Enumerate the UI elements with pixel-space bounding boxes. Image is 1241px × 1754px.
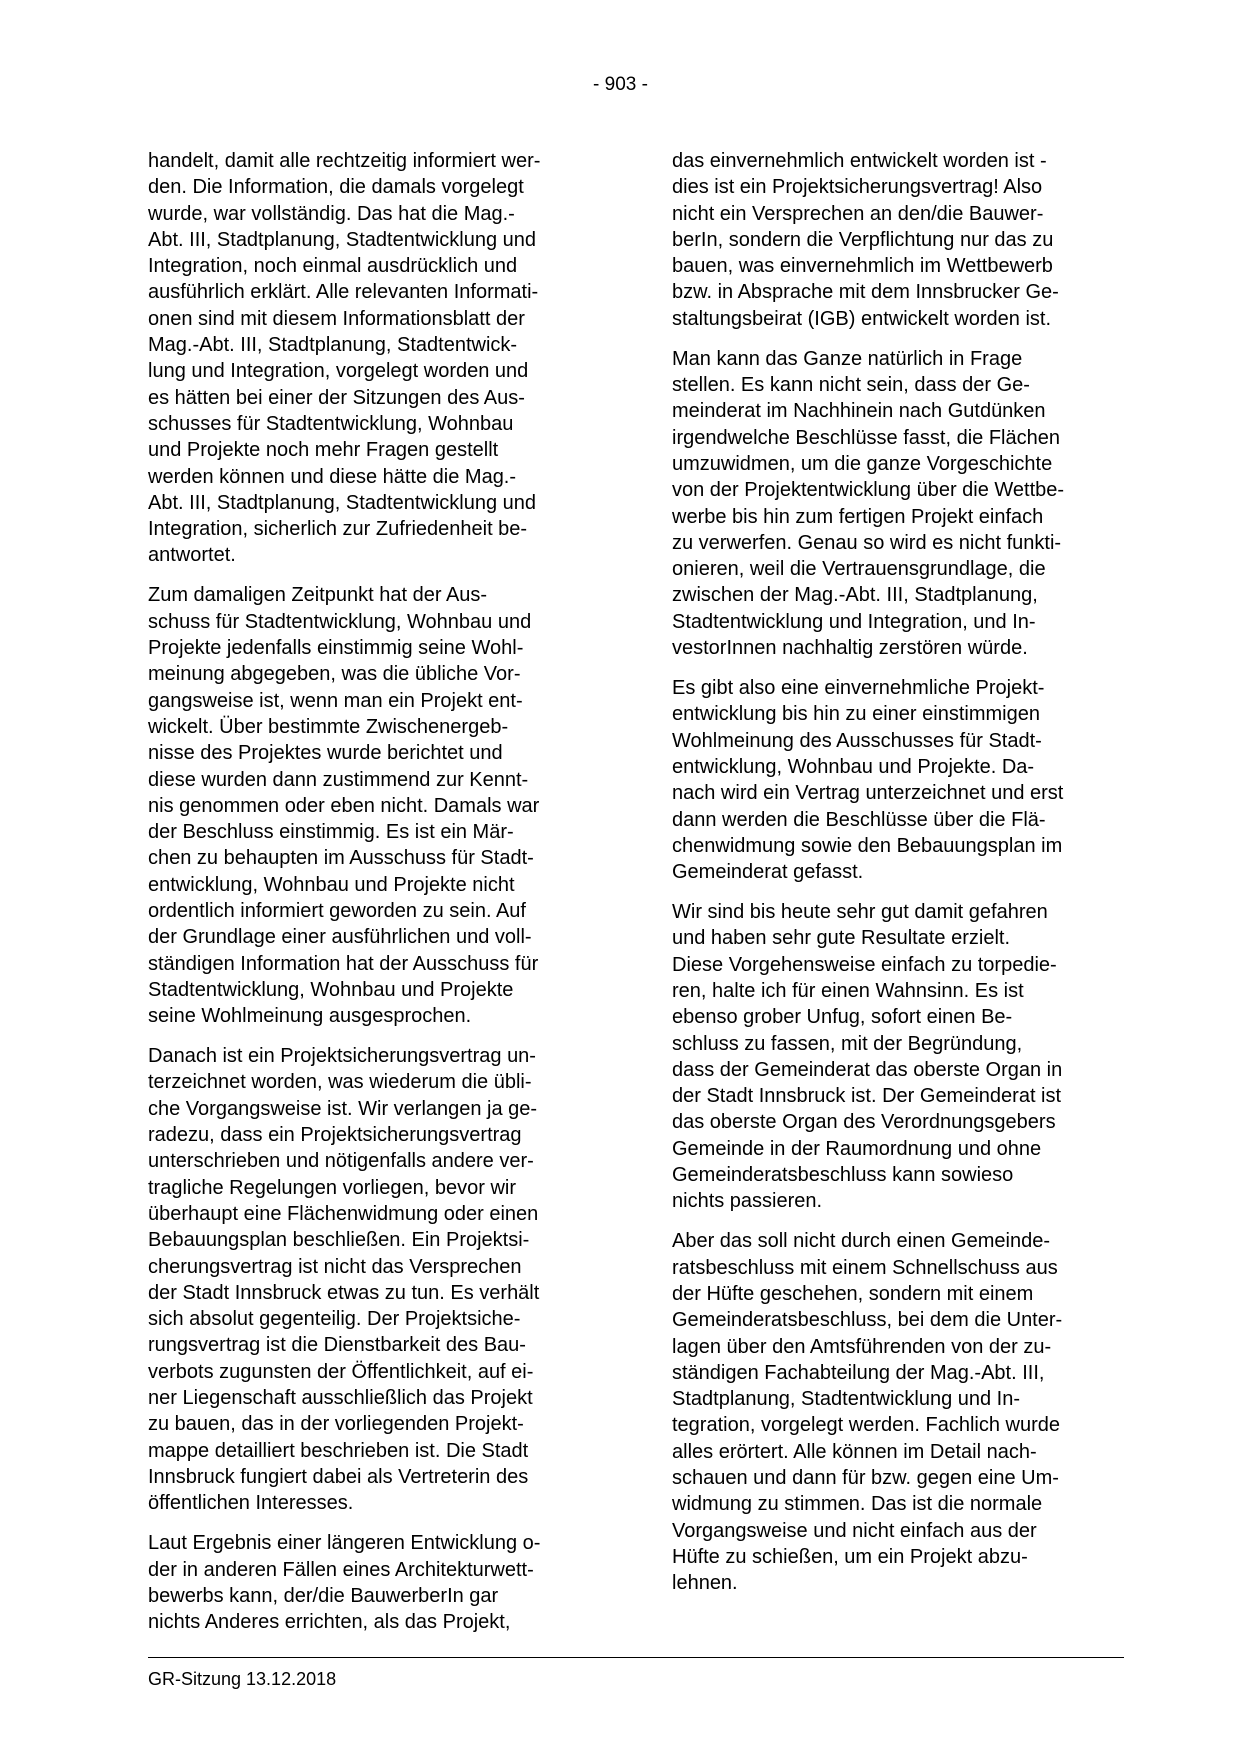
text-line: mappe detailliert beschrieben ist. Die Stadt [148, 1439, 529, 1462]
paragraph [672, 346, 1132, 662]
text-line: den. Die Information, die damals vorgelegt [148, 176, 524, 199]
text-line: cherungsvertrag ist nicht das Versprechen [148, 1255, 522, 1278]
text-line: Es gibt also eine einvernehmliche Projekt- [672, 677, 1045, 700]
text-line: ordentlich informiert geworden zu sein. Auf [148, 900, 526, 922]
text-line: che Vorgangsweise ist. Wir verlangen ja ge- [148, 1097, 538, 1120]
text-line: tragliche Regelungen vorliegen, bevor wir [148, 1176, 516, 1199]
text-line: dass der Gemeinderat das oberste Organ in [672, 1058, 1063, 1081]
paragraph [672, 675, 1132, 885]
text-line: Gemeinderatsbeschluss, bei dem die Unter- [672, 1309, 1063, 1332]
text-line: onieren, weil die Vertrauensgrundlage, die [672, 558, 1046, 581]
paragraph [672, 899, 1132, 1215]
text-line: Abt. III, Stadtplanung, Stadtentwicklung und [148, 491, 537, 514]
text-line: Stadtentwicklung und Integration, und In- [672, 610, 1036, 633]
text-line: der Grundlage einer ausführlichen und voll- [148, 926, 532, 949]
text-line: wurde, war vollständig. Das hat die Mag.- [148, 202, 515, 225]
text-line: Stadtentwicklung, Wohnbau und Projekte [148, 978, 514, 1001]
text-line: Gemeinderatsbeschluss kann sowieso [672, 1164, 1014, 1187]
paragraph [672, 1228, 1132, 1596]
text-line: Zum damaligen Zeitpunkt hat der Aus- [148, 584, 488, 607]
text-line: nicht ein Versprechen an den/die Bauwer- [672, 202, 1044, 225]
text-line: schuss für Stadtentwicklung, Wohnbau und [148, 610, 532, 633]
text-line: lagen über den Amtsführenden von der zu- [672, 1335, 1052, 1358]
page-number: - 903 - [593, 74, 648, 95]
text-line: Hüfte zu schießen, um ein Projekt abzu- [672, 1545, 1028, 1568]
text-line: widmung zu stimmen. Das ist die normale [672, 1493, 1043, 1516]
right-column [672, 148, 1132, 1610]
text-line: seine Wohlmeinung ausgesprochen. [148, 1005, 472, 1028]
text-line: lung und Integration, vorgelegt worden und [148, 360, 529, 383]
paragraph [148, 148, 608, 569]
footer-session-date: GR-Sitzung 13.12.2018 [148, 1669, 337, 1689]
text-line: Aber das soll nicht durch einen Gemeinde- [672, 1230, 1050, 1253]
text-line: zu bauen, das in der vorliegenden Projekt- [148, 1413, 524, 1436]
text-line: der Stadt Innsbruck etwas zu tun. Es verhält [148, 1281, 540, 1304]
text-line: ebenso grober Unfug, sofort einen Be- [672, 1006, 1013, 1029]
text-line: Vorgangsweise und nicht einfach aus der [672, 1519, 1037, 1542]
text-line: Gemeinderat gefasst. [672, 861, 864, 884]
text-line: entwicklung bis hin zu einer einstimmigen [672, 703, 1040, 726]
text-line: zwischen der Mag.-Abt. III, Stadtplanung, [672, 584, 1038, 607]
text-line: zu verwerfen. Genau so wird es nicht funkti- [672, 531, 1062, 554]
paragraph [672, 148, 1132, 332]
paragraph [148, 1043, 608, 1516]
text-line: ner Liegenschaft ausschließlich das Projekt [148, 1387, 533, 1410]
text-line: öffentlichen Interesses. [148, 1492, 354, 1515]
text-line: Man kann das Ganze natürlich in Frage [672, 347, 1023, 370]
text-line: nach wird ein Vertrag unterzeichnet und erst [672, 782, 1064, 805]
text-line: ständigen Fachabteilung der Mag.-Abt. III, [672, 1361, 1045, 1384]
text-line: ren, halte ich für einen Wahnsinn. Es ist [672, 979, 1024, 1002]
text-line: Danach ist ein Projektsicherungsvertrag un- [148, 1045, 536, 1068]
text-line: gangsweise ist, wenn man ein Projekt ent- [148, 689, 523, 712]
text-line: das einvernehmlich entwickelt worden ist - [672, 150, 1047, 172]
text-line: sich absolut gegenteilig. Der Projektsiche- [148, 1308, 521, 1331]
text-line: Bebauungsplan beschließen. Ein Projektsi- [148, 1229, 530, 1252]
text-line: nichts passieren. [672, 1190, 823, 1213]
text-line: bewerbs kann, der/die BauwerberIn gar [148, 1584, 499, 1607]
text-line: rungsvertrag ist die Dienstbarkeit des Bau- [148, 1334, 526, 1357]
text-line: handelt, damit alle rechtzeitig informiert wer- [148, 150, 541, 172]
text-line: und Projekte noch mehr Fragen gestellt [148, 439, 499, 462]
text-line: Laut Ergebnis einer längeren Entwicklung o- [148, 1532, 541, 1555]
text-line: Integration, sicherlich zur Zufriedenheit be- [148, 518, 528, 541]
text-line: entwicklung, Wohnbau und Projekte nicht [148, 873, 515, 896]
text-line: schusses für Stadtentwicklung, Wohnbau [148, 412, 514, 435]
text-line: es hätten bei einer der Sitzungen des Aus- [148, 386, 525, 409]
text-line: nisse des Projektes wurde berichtet und [148, 742, 503, 765]
text-line: ständigen Information hat der Ausschuss für [148, 952, 539, 975]
text-line: stellen. Es kann nicht sein, dass der Ge- [672, 374, 1030, 397]
text-line: werbe bis hin zum fertigen Projekt einfach [672, 505, 1044, 528]
text-line: berIn, sondern die Verpflichtung nur das zu [672, 228, 1054, 251]
text-line: schluss zu fassen, mit der Begründung, [672, 1032, 1023, 1055]
text-line: chen zu behaupten im Ausschuss für Stadt- [148, 847, 534, 870]
text-line: der Beschluss einstimmig. Es ist ein Mär- [148, 821, 514, 844]
text-line: alles erörtert. Alle können im Detail nach- [672, 1440, 1037, 1463]
text-line: der Stadt Innsbruck ist. Der Gemeinderat ist [672, 1085, 1062, 1108]
text-line: meinderat im Nachhinein nach Gutdünken [672, 400, 1046, 423]
text-line: Abt. III, Stadtplanung, Stadtentwicklung und [148, 228, 537, 251]
text-line: bzw. in Absprache mit dem Innsbrucker Ge- [672, 281, 1059, 304]
text-line: Wir sind bis heute sehr gut damit gefahren [672, 901, 1048, 924]
text-line: dies ist ein Projektsicherungsvertrag! Also [672, 176, 1043, 199]
text-line: radezu, dass ein Projektsicherungsvertrag [148, 1124, 522, 1147]
text-line: meinung abgegeben, was die übliche Vor- [148, 663, 521, 686]
text-line: dann werden die Beschlüsse über die Flä- [672, 808, 1046, 831]
paragraph [148, 582, 608, 1029]
text-line: umzuwidmen, um die ganze Vorgeschichte [672, 452, 1053, 475]
text-line: irgendwelche Beschlüsse fasst, die Flächen [672, 426, 1060, 449]
text-line: chenwidmung sowie den Bebauungsplan im [672, 834, 1063, 857]
text-line: diese wurden dann zustimmend zur Kennt- [148, 768, 529, 791]
text-line: schauen und dann für bzw. gegen eine Um- [672, 1467, 1059, 1489]
text-line: Projekte jedenfalls einstimmig seine Wohl- [148, 637, 524, 660]
text-line: Stadtplanung, Stadtentwicklung und In- [672, 1388, 1021, 1411]
text-line: Diese Vorgehensweise einfach zu torpedie- [672, 953, 1057, 976]
text-line: werden können und diese hätte die Mag.- [148, 465, 517, 488]
text-line: lehnen. [672, 1572, 738, 1595]
text-line: Gemeinde in der Raumordnung und ohne [672, 1137, 1042, 1160]
text-line: terzeichnet worden, was wiederum die übli- [148, 1071, 532, 1094]
text-line: entwicklung, Wohnbau und Projekte. Da- [672, 755, 1035, 778]
text-line: vestorInnen nachhaltig zerstören würde. [672, 637, 1028, 660]
text-line: ratsbeschluss mit einem Schnellschuss aus [672, 1256, 1058, 1279]
text-line: nichts Anderes errichten, als das Projekt, [148, 1611, 511, 1634]
text-line: nis genommen oder eben nicht. Damals war [148, 794, 540, 817]
text-line: überhaupt eine Flächenwidmung oder einen [148, 1202, 539, 1225]
text-line: das oberste Organ des Verordnungsgebers [672, 1111, 1056, 1134]
text-line: wickelt. Über bestimmte Zwischenergeb- [148, 715, 509, 738]
text-line: Integration, noch einmal ausdrücklich und [148, 255, 518, 278]
text-line: Wohlmeinung des Ausschusses für Stadt- [672, 729, 1042, 752]
text-line: tegration, vorgelegt werden. Fachlich wurde [672, 1414, 1060, 1437]
footer-divider [148, 1657, 1124, 1658]
text-line: antwortet. [148, 544, 236, 567]
text-line: staltungsbeirat (IGB) entwickelt worden ist. [672, 307, 1052, 330]
text-line: Innsbruck fungiert dabei als Vertreterin des [148, 1465, 529, 1488]
text-line: onen sind mit diesem Informationsblatt der [148, 307, 525, 330]
text-line: von der Projektentwicklung über die Wettbe- [672, 479, 1065, 502]
text-line: unterschrieben und nötigenfalls andere ver- [148, 1150, 534, 1173]
text-line: ausführlich erklärt. Alle relevanten Informati- [148, 281, 539, 304]
paragraph [148, 1530, 608, 1635]
text-line: der Hüfte geschehen, sondern mit einem [672, 1282, 1034, 1305]
text-line: bauen, was einvernehmlich im Wettbewerb [672, 255, 1053, 278]
text-line: der in anderen Fällen eines Architekturwett- [148, 1558, 534, 1581]
text-line: Mag.-Abt. III, Stadtplanung, Stadtentwick- [148, 334, 518, 357]
text-line: verbots zugunsten der Öffentlichkeit, auf ei- [148, 1360, 534, 1383]
left-column [148, 148, 608, 1649]
text-line: und haben sehr gute Resultate erzielt. [672, 927, 1010, 950]
